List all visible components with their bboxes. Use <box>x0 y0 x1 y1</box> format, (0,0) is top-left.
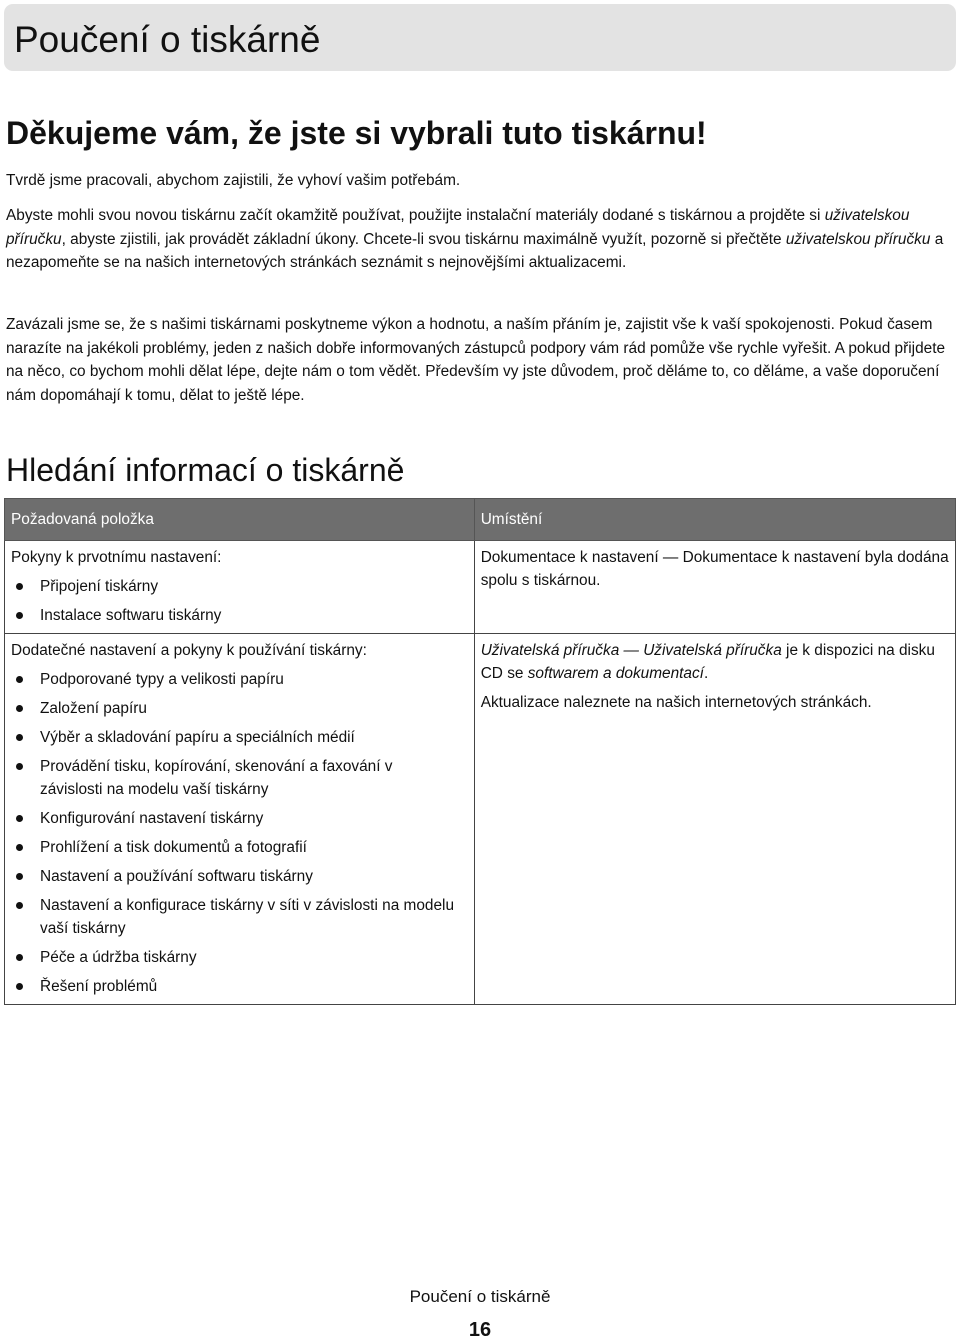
list-item: Péče a údržba tiskárny <box>11 946 468 969</box>
info-table <box>4 498 956 1005</box>
thanks-heading: Děkujeme vám, že jste si vybrali tuto tiskárnu! <box>6 115 707 151</box>
row1-intro: Pokyny k prvotnímu nastavení: <box>11 549 222 566</box>
thanks-paragraph-1: Tvrdě jsme pracovali, abychom zajistili, že vyhoví vašim potřebám. <box>6 172 461 189</box>
loc1-text-b: je k dispozici na disku CD se <box>480 642 935 682</box>
list-item: Podporované typy a velikosti papíru <box>11 668 468 691</box>
chapter-header-bar <box>4 4 956 71</box>
row2-location-2: Aktualizace naleznete na našich internetových stránkách. <box>480 694 872 711</box>
row2-location-1 <box>481 639 949 685</box>
row2-item-cell <box>5 634 475 1005</box>
loc1-text-d: . <box>703 665 709 682</box>
list-item: Prohlížení a tisk dokumentů a fotografií <box>11 836 468 859</box>
page-number: 16 <box>468 1319 492 1341</box>
list-item: Výběr a skladování papíru a speciálních médií <box>11 726 468 749</box>
table-row <box>5 541 956 634</box>
thanks-paragraph-2 <box>6 204 956 275</box>
row1-item-cell <box>5 541 475 634</box>
p2-italic-guide: uživatelskou příručku <box>6 207 910 248</box>
p2-italic-guide-2: uživatelskou příručku <box>785 230 931 248</box>
list-item: Nastavení a používání softwaru tiskárny <box>11 865 468 888</box>
table-row <box>5 634 956 1005</box>
list-item: Připojení tiskárny <box>11 575 468 598</box>
findinfo-heading: Hledání informací o tiskárně <box>6 452 405 488</box>
p2-text-e: a nezapomeňte se na našich internetových stránkách seznámit s nejnovějšími aktualizacemi. <box>6 230 944 271</box>
list-item: Instalace softwaru tiskárny <box>11 604 468 627</box>
header-location: Umístění <box>474 499 955 541</box>
list-item: Nastavení a konfigurace tiskárny v síti v závislosti na modelu vaší tiskárny <box>11 894 460 940</box>
row1-location-cell <box>474 541 955 634</box>
user-guide-italic: Uživatelská příručka — Uživatelská příručka <box>480 642 782 659</box>
list-item: Provádění tisku, kopírování, skenování a faxování v závislosti na modelu vaší tiskárny <box>11 755 440 801</box>
footer-chapter-title: Poučení o tiskárně <box>409 1287 551 1306</box>
list-item: Řešení problémů <box>11 975 468 998</box>
row2-intro: Dodatečné nastavení a pokyny k používání tiskárny: <box>11 642 367 659</box>
chapter-title: Poučení o tiskárně <box>14 19 321 60</box>
table-header-row <box>5 499 956 541</box>
software-docs-italic: softwarem a dokumentací <box>527 665 704 682</box>
list-item: Konfigurování nastavení tiskárny <box>11 807 468 830</box>
row2-list <box>11 668 468 998</box>
header-required-item: Požadovaná položka <box>5 499 475 541</box>
p2-text-c: , abyste zjistili, jak provádět základní úkony. Chcete-li svou tiskárnu maximálně využít, pozorně si přečtěte <box>61 230 786 248</box>
row1-list <box>11 575 468 627</box>
row1-location: Dokumentace k nastavení — Dokumentace k nastavení byla dodána spolu s tiskárnou. <box>480 549 949 589</box>
p2-text-a: Abyste mohli svou novou tiskárnu začít okamžitě používat, použijte instalační materiály dodané s tiskárnou a projděte si <box>6 207 825 224</box>
list-item: Založení papíru <box>11 697 468 720</box>
thanks-paragraph-3: Zavázali jsme se, že s našimi tiskárnami poskytneme výkon a hodnotu, a naším přáním je, zajistit vše k vaší spokojenosti. Pokud časem narazíte na jakékoli problémy, jeden z našich dobře informovaných zástupců podpory vám rád pomůže vše rychle vyřešit. A pokud přijdete na něco, co bychom mohli dělat lépe, dejte nám o tom vědět. Především vy jste důvodem, proč děláme to, co děláme, a vaše doporučení nám dopomáhají k tomu, dělat to ještě lépe. <box>6 316 946 404</box>
row2-location-cell <box>474 634 955 1005</box>
